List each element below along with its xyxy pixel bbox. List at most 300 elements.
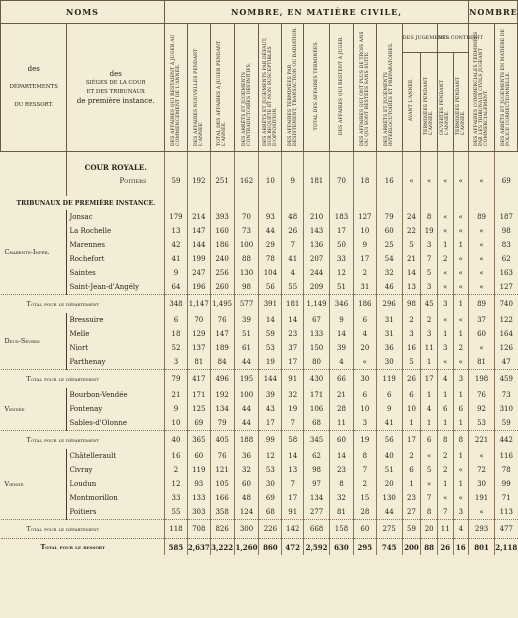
- value-cell: 39: [234, 313, 259, 327]
- value-cell: 105: [210, 477, 234, 491]
- value-cell: 4: [330, 355, 354, 370]
- tribunal-name: Parthenay: [67, 355, 165, 370]
- value-cell: 860: [259, 539, 282, 556]
- value-cell: 6: [165, 313, 188, 327]
- value-cell: 7: [421, 252, 438, 266]
- col-header-9: DES AFFAIRES QUI ONT PLUS DE TROIS ANS OU QUI SONT RESTÉES SANS SUITE.: [353, 24, 376, 152]
- value-cell: 19: [353, 431, 376, 450]
- value-cell: 459: [495, 370, 518, 389]
- value-cell: 21: [165, 388, 188, 402]
- value-cell: 1: [453, 238, 469, 252]
- value-cell: 40: [165, 431, 188, 450]
- value-cell: 18: [165, 327, 188, 341]
- tribunal-name: Châtellerault: [67, 449, 165, 463]
- empty-cell: [495, 160, 518, 174]
- value-cell: 48: [234, 491, 259, 505]
- value-cell: 345: [304, 431, 330, 450]
- value-cell: 55: [165, 505, 188, 520]
- value-cell: 99: [495, 477, 518, 491]
- value-cell: 88: [234, 252, 259, 266]
- value-cell: 73: [495, 388, 518, 402]
- empty-cell: [165, 196, 188, 210]
- table-row: [1, 280, 518, 295]
- value-cell: 36: [234, 449, 259, 463]
- des2-label: des: [109, 69, 122, 78]
- spacer-cell: [259, 152, 282, 161]
- value-cell: 22: [402, 224, 421, 238]
- value-cell: 3: [353, 416, 376, 431]
- group-contredit: DES CONTREDIT: [437, 24, 468, 53]
- value-cell: 10: [165, 416, 188, 431]
- value-cell: 16: [453, 539, 469, 556]
- value-cell: 826: [210, 520, 234, 539]
- value-cell: «: [437, 491, 453, 505]
- value-cell: 68: [259, 505, 282, 520]
- empty-cell: [234, 196, 259, 210]
- department-name: Charente-Infér.: [4, 248, 50, 256]
- value-cell: 37: [282, 341, 304, 355]
- value-cell: «: [437, 280, 453, 295]
- value-cell: 417: [187, 370, 210, 389]
- value-cell: 69: [495, 174, 518, 188]
- value-cell: 46: [376, 280, 402, 295]
- value-cell: 13: [402, 280, 421, 295]
- value-cell: 72: [469, 463, 495, 477]
- value-cell: 32: [282, 388, 304, 402]
- value-cell: 1: [453, 416, 469, 431]
- spacer-cell: [353, 188, 376, 196]
- empty-cell: [1, 160, 67, 174]
- value-cell: 192: [210, 388, 234, 402]
- value-cell: 801: [469, 539, 495, 556]
- value-cell: 56: [376, 431, 402, 450]
- department-total-row: [1, 520, 518, 539]
- value-cell: 6: [402, 463, 421, 477]
- value-cell: 37: [469, 313, 495, 327]
- value-cell: «: [453, 463, 469, 477]
- value-cell: 32: [330, 491, 354, 505]
- value-cell: 4: [453, 520, 469, 539]
- value-cell: 51: [376, 463, 402, 477]
- value-cell: 44: [234, 355, 259, 370]
- value-cell: 6: [453, 402, 469, 416]
- spacer-cell: [304, 152, 330, 161]
- value-cell: 68: [304, 416, 330, 431]
- value-cell: 8: [421, 505, 438, 520]
- des-label: des: [27, 65, 40, 73]
- cour-name: Poitiers: [67, 174, 165, 188]
- group-jugements: DES JUGEMENTS: [402, 24, 437, 53]
- value-cell: 98: [402, 295, 421, 314]
- value-cell: 2: [437, 449, 453, 463]
- value-cell: 358: [210, 505, 234, 520]
- value-cell: 13: [282, 463, 304, 477]
- value-cell: 3: [453, 370, 469, 389]
- value-cell: 200: [402, 539, 421, 556]
- value-cell: 2,592: [304, 539, 330, 556]
- col-header-7: TOTAL DES AFFAIRES TERMINÉES.: [304, 24, 330, 152]
- table-row: [1, 505, 518, 520]
- spacer-cell: [495, 152, 518, 161]
- tribunal-name: Sables-d'Olonne: [67, 416, 165, 431]
- value-cell: «: [437, 266, 453, 280]
- value-cell: «: [453, 252, 469, 266]
- value-cell: 310: [495, 402, 518, 416]
- value-cell: «: [437, 210, 453, 224]
- value-cell: 89: [469, 210, 495, 224]
- value-cell: 26: [437, 539, 453, 556]
- value-cell: 1,149: [304, 295, 330, 314]
- value-cell: 14: [330, 449, 354, 463]
- value-cell: 104: [259, 266, 282, 280]
- tribunaux-title-row: [1, 196, 518, 210]
- value-cell: 79: [210, 416, 234, 431]
- value-cell: 17: [259, 416, 282, 431]
- value-cell: 158: [330, 520, 354, 539]
- spacer-cell: [234, 152, 259, 161]
- value-cell: 7: [437, 505, 453, 520]
- department-name: Vienne: [4, 480, 24, 488]
- value-cell: 2: [402, 313, 421, 327]
- value-cell: 7: [421, 491, 438, 505]
- value-cell: 66: [330, 370, 354, 389]
- value-cell: 130: [234, 266, 259, 280]
- value-cell: 171: [304, 388, 330, 402]
- value-cell: 2: [453, 341, 469, 355]
- table-row: [1, 355, 518, 370]
- value-cell: 69: [187, 416, 210, 431]
- value-cell: 18: [353, 174, 376, 188]
- value-cell: 430: [304, 370, 330, 389]
- department-total-row: [1, 295, 518, 314]
- value-cell: 30: [259, 477, 282, 491]
- value-cell: 6: [421, 431, 438, 450]
- value-cell: 55: [282, 280, 304, 295]
- value-cell: 7: [353, 463, 376, 477]
- value-cell: 162: [234, 174, 259, 188]
- empty-cell: [282, 196, 304, 210]
- col-header-13: OUVERTES PENDANT L'ANNÉE.: [437, 53, 453, 152]
- value-cell: 1: [453, 388, 469, 402]
- value-cell: 106: [304, 402, 330, 416]
- value-cell: 1: [437, 416, 453, 431]
- value-cell: 147: [187, 224, 210, 238]
- value-cell: 496: [210, 370, 234, 389]
- value-cell: «: [453, 174, 469, 188]
- spacer-cell: [453, 188, 469, 196]
- value-cell: 31: [376, 327, 402, 341]
- value-cell: 2: [165, 463, 188, 477]
- value-cell: 11: [330, 416, 354, 431]
- spacer-cell: [453, 152, 469, 161]
- department-name: Deux-Sèvres: [4, 337, 40, 345]
- spacer-cell: [67, 188, 165, 196]
- tribunal-name: Saintes: [67, 266, 165, 280]
- value-cell: 130: [376, 491, 402, 505]
- value-cell: 2: [437, 252, 453, 266]
- value-cell: 14: [282, 449, 304, 463]
- empty-cell: [495, 196, 518, 210]
- empty-cell: [421, 196, 438, 210]
- tribunal-name: Bressuire: [67, 313, 165, 327]
- value-cell: 23: [402, 491, 421, 505]
- value-cell: 2: [353, 477, 376, 491]
- tribunal-name: La Rochelle: [67, 224, 165, 238]
- empty-cell: [165, 160, 188, 174]
- spacer-cell: [304, 188, 330, 196]
- value-cell: 6: [353, 388, 376, 402]
- value-cell: 119: [187, 463, 210, 477]
- empty-cell: [453, 160, 469, 174]
- value-cell: 3: [165, 355, 188, 370]
- department-name: Vendée: [4, 405, 25, 413]
- value-cell: 477: [495, 520, 518, 539]
- col-header-3: TOTAL DES AFFAIRES À JUGER PENDANT L'ANNÉE.: [210, 24, 234, 152]
- value-cell: 32: [376, 266, 402, 280]
- sieges-header: [67, 24, 165, 152]
- value-cell: 1: [402, 477, 421, 491]
- value-cell: 1,147: [187, 295, 210, 314]
- value-cell: 56: [259, 280, 282, 295]
- value-cell: 24: [402, 210, 421, 224]
- value-cell: 59: [165, 174, 188, 188]
- value-cell: 5: [421, 463, 438, 477]
- value-cell: 8: [353, 449, 376, 463]
- spacer-cell: [402, 152, 421, 161]
- value-cell: «: [469, 238, 495, 252]
- sieges-line2: ET DES TRIBUNAUX: [86, 88, 145, 95]
- value-cell: 10: [259, 174, 282, 188]
- tribunal-name: Loudun: [67, 477, 165, 491]
- spacer-cell: [330, 152, 354, 161]
- value-cell: 53: [259, 341, 282, 355]
- value-cell: 16: [402, 341, 421, 355]
- empty-cell: [234, 160, 259, 174]
- empty-cell: [421, 160, 438, 174]
- value-cell: 8: [437, 431, 453, 450]
- value-cell: 129: [187, 327, 210, 341]
- value-cell: 40: [376, 449, 402, 463]
- value-cell: 30: [469, 477, 495, 491]
- empty-cell: [330, 196, 354, 210]
- table-row: [1, 477, 518, 491]
- tribunal-name: Fontenay: [67, 402, 165, 416]
- value-cell: 32: [234, 463, 259, 477]
- value-cell: 191: [469, 491, 495, 505]
- value-cell: 80: [304, 355, 330, 370]
- value-cell: 29: [259, 238, 282, 252]
- value-cell: «: [453, 224, 469, 238]
- spacer-cell: [234, 188, 259, 196]
- value-cell: 275: [376, 520, 402, 539]
- value-cell: 214: [187, 210, 210, 224]
- value-cell: 1: [437, 477, 453, 491]
- total-label: Total pour le département: [1, 431, 165, 450]
- value-cell: 1: [421, 416, 438, 431]
- value-cell: 73: [234, 224, 259, 238]
- value-cell: 44: [259, 224, 282, 238]
- value-cell: 391: [259, 295, 282, 314]
- spacer-cell: [282, 152, 304, 161]
- value-cell: 53: [469, 416, 495, 431]
- value-cell: 79: [165, 370, 188, 389]
- value-cell: 147: [210, 327, 234, 341]
- value-cell: 9: [165, 402, 188, 416]
- value-cell: 183: [330, 210, 354, 224]
- value-cell: 4: [421, 402, 438, 416]
- value-cell: 9: [353, 238, 376, 252]
- tribunal-name: Saint-Jean-d'Angély: [67, 280, 165, 295]
- value-cell: 124: [234, 505, 259, 520]
- value-cell: 393: [210, 210, 234, 224]
- value-cell: «: [469, 266, 495, 280]
- value-cell: 60: [353, 520, 376, 539]
- value-cell: 19: [259, 355, 282, 370]
- value-cell: 195: [234, 370, 259, 389]
- value-cell: «: [453, 280, 469, 295]
- empty-cell: [376, 160, 402, 174]
- spacer-cell: [353, 152, 376, 161]
- empty-cell: [353, 160, 376, 174]
- value-cell: 192: [187, 174, 210, 188]
- value-cell: 4: [353, 327, 376, 341]
- empty-cell: [376, 196, 402, 210]
- value-cell: 19: [421, 224, 438, 238]
- value-cell: 365: [187, 431, 210, 450]
- spacer-cell: [469, 152, 495, 161]
- value-cell: 113: [495, 505, 518, 520]
- noms-header: NOMS: [1, 1, 165, 24]
- value-cell: 52: [165, 341, 188, 355]
- value-cell: 277: [304, 505, 330, 520]
- value-cell: 207: [304, 252, 330, 266]
- value-cell: 119: [376, 370, 402, 389]
- table-row: [1, 388, 518, 402]
- spacer-cell: [376, 188, 402, 196]
- value-cell: 9: [330, 313, 354, 327]
- value-cell: 51: [234, 327, 259, 341]
- spacer-cell: [421, 152, 438, 161]
- departements-header: [1, 24, 67, 152]
- table-row: [1, 402, 518, 416]
- department-total-row: [1, 370, 518, 389]
- tribunal-name: Marennes: [67, 238, 165, 252]
- value-cell: 71: [495, 491, 518, 505]
- value-cell: 126: [495, 341, 518, 355]
- value-cell: 16: [376, 174, 402, 188]
- value-cell: 630: [330, 539, 354, 556]
- value-cell: 17: [402, 431, 421, 450]
- value-cell: 6: [353, 313, 376, 327]
- value-cell: 7: [282, 477, 304, 491]
- value-cell: 64: [165, 280, 188, 295]
- spacer-cell: [187, 188, 210, 196]
- value-cell: 8: [421, 210, 438, 224]
- value-cell: 10: [353, 402, 376, 416]
- value-cell: 137: [187, 341, 210, 355]
- value-cell: 7: [282, 238, 304, 252]
- value-cell: «: [421, 477, 438, 491]
- value-cell: 668: [304, 520, 330, 539]
- value-cell: 79: [376, 210, 402, 224]
- value-cell: 69: [259, 491, 282, 505]
- value-cell: 30: [353, 370, 376, 389]
- value-cell: 196: [187, 280, 210, 295]
- value-cell: 36: [376, 341, 402, 355]
- value-cell: 247: [187, 266, 210, 280]
- value-cell: 209: [304, 280, 330, 295]
- value-cell: 26: [402, 370, 421, 389]
- spacer-cell: [67, 152, 165, 161]
- value-cell: 127: [353, 210, 376, 224]
- col-header-12: TERMINÉES PENDANT L'ANNÉE.: [421, 53, 438, 152]
- value-cell: 59: [259, 327, 282, 341]
- table-row: [1, 449, 518, 463]
- value-cell: 143: [304, 224, 330, 238]
- col-header-8: DES AFFAIRES QUI RESTENT À JUGER.: [330, 24, 354, 152]
- value-cell: 91: [282, 505, 304, 520]
- value-cell: 740: [495, 295, 518, 314]
- value-cell: 42: [165, 238, 188, 252]
- col-header-5: DES ARRÊTS ET JUGEMENTS PAR DÉFAUT, SUR REQUÊTE ET NON SUSCEPTIBLES D'OPPOSITION.: [259, 24, 282, 152]
- value-cell: «: [469, 280, 495, 295]
- value-cell: 181: [282, 295, 304, 314]
- spacer-cell: [376, 152, 402, 161]
- spacer-row: [1, 188, 518, 196]
- value-cell: 93: [187, 477, 210, 491]
- total-label: Total pour le département: [1, 295, 165, 314]
- value-cell: 3: [437, 295, 453, 314]
- value-cell: 346: [330, 295, 354, 314]
- value-cell: 81: [330, 505, 354, 520]
- value-cell: 3: [421, 280, 438, 295]
- tribunal-name: Bourbon-Vendée: [67, 388, 165, 402]
- value-cell: 28: [330, 402, 354, 416]
- table-row: [1, 224, 518, 238]
- empty-cell: [1, 174, 67, 188]
- value-cell: 134: [304, 491, 330, 505]
- value-cell: 1,260: [234, 539, 259, 556]
- value-cell: 134: [210, 402, 234, 416]
- value-cell: 43: [259, 402, 282, 416]
- empty-cell: [469, 160, 495, 174]
- value-cell: 186: [210, 238, 234, 252]
- value-cell: 31: [353, 280, 376, 295]
- value-cell: 33: [330, 252, 354, 266]
- spacer-cell: [282, 188, 304, 196]
- value-cell: 186: [353, 295, 376, 314]
- spacer-cell: [469, 188, 495, 196]
- value-cell: 121: [210, 463, 234, 477]
- value-cell: 708: [187, 520, 210, 539]
- total-label: Total pour le département: [1, 520, 165, 539]
- value-cell: 293: [469, 520, 495, 539]
- value-cell: 88: [421, 539, 438, 556]
- value-cell: 163: [495, 266, 518, 280]
- empty-cell: [353, 196, 376, 210]
- col-header-10: DES ARRÊTS ET JUGEMENTS INTERLOCUTOIRES ET PRÉPARATOIRES.: [376, 24, 402, 152]
- value-cell: 98: [304, 463, 330, 477]
- spacer-cell: [1, 188, 67, 196]
- value-cell: 25: [376, 238, 402, 252]
- empty-cell: [402, 196, 421, 210]
- value-cell: 9: [165, 266, 188, 280]
- value-cell: 142: [282, 520, 304, 539]
- value-cell: «: [353, 355, 376, 370]
- value-cell: 58: [282, 431, 304, 450]
- value-cell: 19: [282, 402, 304, 416]
- value-cell: «: [453, 210, 469, 224]
